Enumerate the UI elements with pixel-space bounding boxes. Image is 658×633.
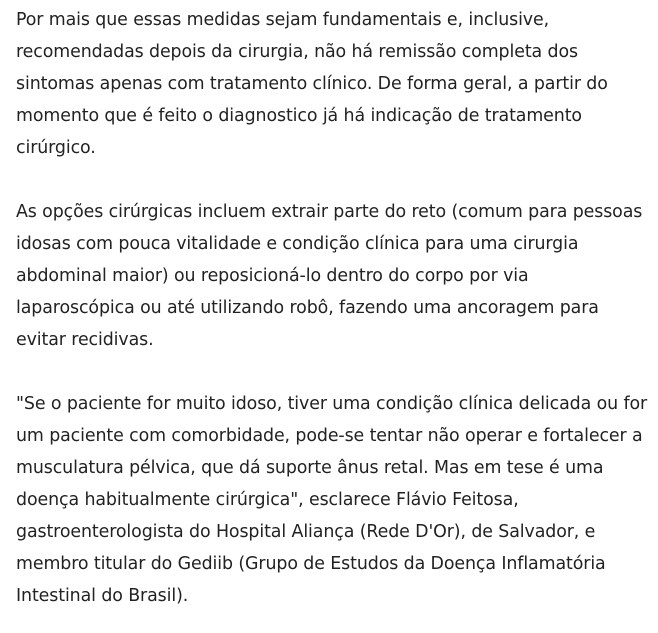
article-body	[16, 4, 652, 612]
article-paragraph: As opções cirúrgicas incluem extrair parte do reto (comum para pessoas idosas com pouca vitalidade e condição clínica para uma cirurgia abdominal maior) ou reposicioná-lo dentro do corpo por via laparoscópica ou até utilizando robô, fazendo uma ancoragem para evitar recidivas.	[16, 202, 643, 350]
article-paragraph: Por mais que essas medidas sejam fundamentais e, inclusive, recomendadas depois da cirurgia, não há remissão completa dos sintomas apenas com tratamento clínico. De forma geral, a partir do momento que é feito o diagnostico já há indicação de tratamento cirúrgico.	[16, 10, 608, 158]
article-quote-paragraph: "Se o paciente for muito idoso, tiver uma condição clínica delicada ou for um paciente com comorbidade, pode-se tentar não operar e fortalecer a musculatura pélvica, que dá suporte ânus retal. Mas em tese é uma doença habitualmente cirúrgica", esclarece Flávio Feitosa, gastroenterologista do Hospital Aliança (Rede D'Or), de Salvador, e membro titular do Gediib (Grupo de Estudos da Doença Inflamatória Intestinal do Brasil).	[16, 394, 648, 606]
